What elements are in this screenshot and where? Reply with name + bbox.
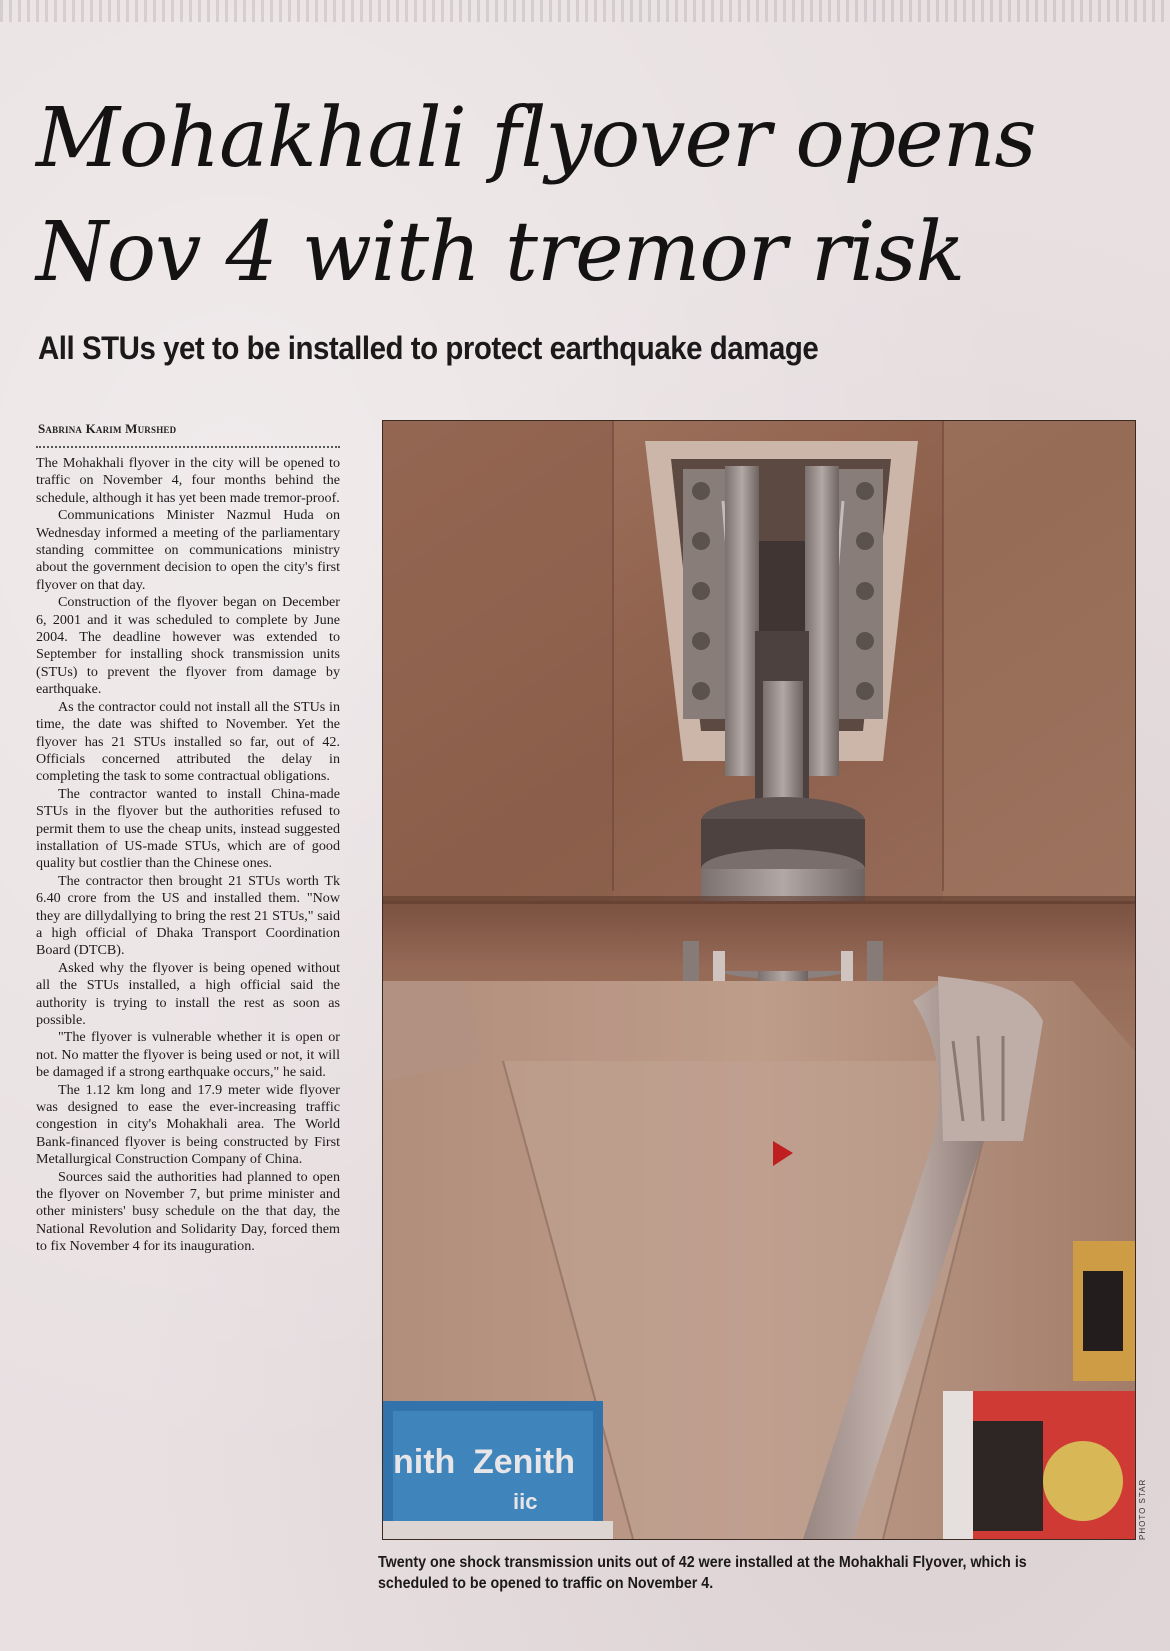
paragraph: Construction of the flyover began on December 6, 2001 and it was scheduled to complete by June 2004. The deadline however was extended to September for installing shock transmission units (STUs) to prevent the flyover from damage by earthquake. — [36, 594, 340, 698]
byline-divider — [36, 446, 340, 448]
poster-text: Zenith — [473, 1443, 575, 1481]
paragraph: Communications Minister Nazmul Huda on Wednesday informed a meeting of the parliamentary standing committee on communications ministry about the government decision to open the city's first flyover on that day. — [36, 507, 340, 593]
previous-article-strip — [0, 0, 1170, 22]
headline-line-2: Nov 4 with tremor risk — [36, 205, 965, 300]
photo-credit: PHOTO STAR — [1138, 1478, 1147, 1540]
paragraph: Sources said the authorities had planned to open the flyover on November 7, but prime minister and other ministers' busy schedule on the that day, the National Revolution and Solidarity Day, forced them to fix November 4 for its inauguration. — [36, 1168, 340, 1255]
photo-caption: Twenty one shock transmission units out of 42 were installed at the Mohakhali Flyover, which is scheduled to be opened to traffic on November 4. — [378, 1554, 1027, 1592]
paragraph: "The flyover is vulnerable whether it is open or not. No matter the flyover is being used or not, it will be damaged if a strong earthquake occurs," he said. — [36, 1029, 340, 1081]
byline: Sabrina Karim Murshed — [38, 421, 177, 436]
paragraph: The Mohakhali flyover in the city will be opened to traffic on November 4, four months behind the schedule, although it has yet been made tremor-proof. — [36, 455, 340, 506]
flyover-stu-illustration — [383, 421, 1135, 1539]
news-photo — [382, 420, 1136, 1540]
subheadline: All STUs yet to be installed to protect earthquake damage — [38, 330, 819, 366]
paragraph: Asked why the flyover is being opened without all the STUs installed, a high official said the authority is trying to install the rest as soon as possible. — [36, 959, 340, 1028]
poster-subtext: iic — [513, 1489, 538, 1514]
paragraph: The contractor wanted to install China-made STUs in the flyover but the authorities refused to permit them to use the cheap units, instead suggested installation of US-made STUs, which are of good quality but costlier than the Chinese ones. — [36, 785, 340, 872]
headline-line-1: Mohakhali flyover opens — [36, 91, 1036, 186]
headline — [36, 82, 1146, 310]
article-body — [36, 455, 340, 1256]
paragraph: The 1.12 km long and 17.9 meter wide flyover was designed to ease the ever-increasing traffic congestion in city's Mohakhali area. The World Bank-financed flyover is being constructed by First Metallurgical Construction Company of China. — [36, 1081, 340, 1168]
poster-text-partial: nith — [393, 1443, 456, 1481]
paragraph: The contractor then brought 21 STUs worth Tk 6.40 crore from the US and installed them. "Now they are dillydallying to bring the rest 21 STUs," said a high official of Dhaka Transport Coordination Board (DTCB). — [36, 872, 340, 959]
paragraph: As the contractor could not install all the STUs in time, the date was shifted to November. Yet the flyover has 21 STUs installed so far, out of 42. Officials concerned attributed the delay in completing the task to some contractual obligations. — [36, 698, 340, 785]
